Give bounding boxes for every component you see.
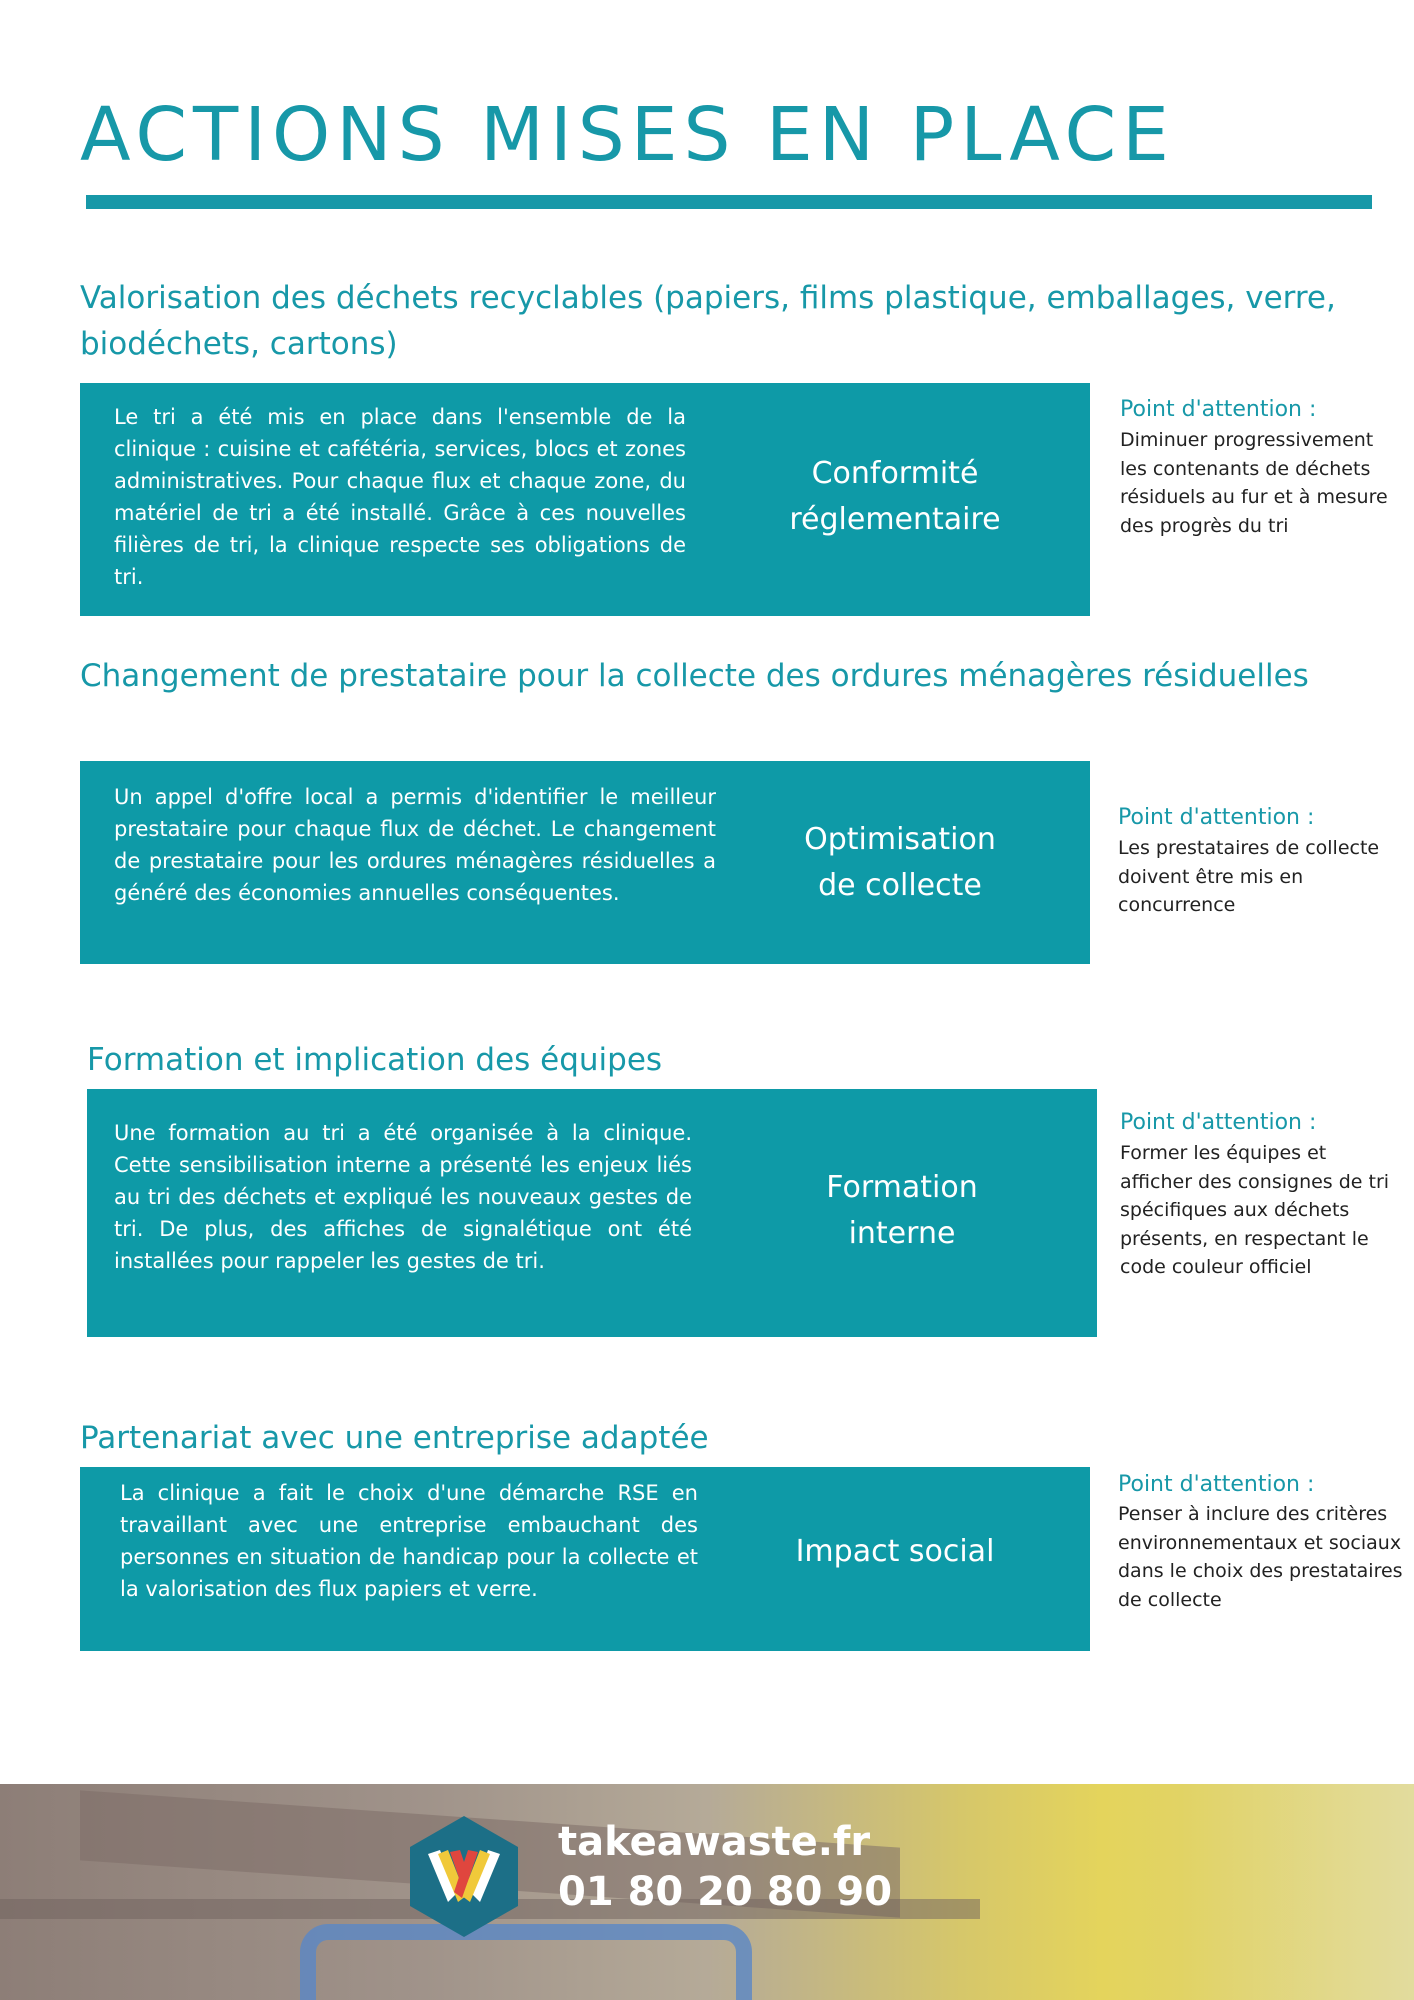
category-line-2: de collecte [818, 868, 982, 903]
attention-text: Former les équipes et afficher des consignes de tri spécifiques aux déchets présents, en respectant le code couleur officiel [1120, 1142, 1390, 1278]
category-line-2: réglementaire [789, 502, 1001, 537]
footer-banner [0, 1784, 1414, 2000]
action-description: Une formation au tri a été organisée à la clinique. Cette sensibilisation interne a présenté les enjeux liés au tri des déchets et expliqué les nouveaux gestes de tri. De plus, des affiches de signalétique ont été installées pour rappeler les gestes de tri. [114, 1121, 692, 1273]
attention-text: Diminuer progressivement les contenants de déchets résiduels au fur et à mesure des progrès du tri [1120, 429, 1388, 537]
action-box-valorisation [80, 383, 1090, 616]
attention-title: Point d'attention : [1118, 805, 1315, 830]
section-title-partenariat: Partenariat avec une entreprise adaptée [80, 1420, 709, 1456]
section-title-valorisation: Valorisation des déchets recyclables (papiers, films plastique, emballages, verre, biodéchets, cartons) [80, 280, 1336, 362]
category-line-1: Conformité [811, 456, 979, 491]
action-category-label [740, 817, 1060, 909]
category-line-1: Impact social [795, 1534, 995, 1569]
action-category-label [720, 451, 1070, 543]
action-box-formation [87, 1089, 1097, 1337]
attention-title: Point d'attention : [1118, 1472, 1315, 1497]
background-bin-handle [300, 1924, 752, 2000]
action-box-prestataire [80, 761, 1090, 964]
background-light [1180, 1784, 1414, 2000]
category-line-2: interne [848, 1216, 956, 1251]
action-category-label [730, 1529, 1060, 1575]
attention-title: Point d'attention : [1120, 1110, 1317, 1135]
action-description: La clinique a fait le choix d'une démarche RSE en travaillant avec une entreprise embauchant des personnes en situation de handicap pour la collecte et la valorisation des flux papiers et verre. [120, 1481, 698, 1601]
footer-phone[interactable]: 01 80 20 80 90 [558, 1869, 893, 1915]
action-category-label [737, 1165, 1067, 1257]
action-box-partenariat [80, 1467, 1090, 1651]
page-title: ACTIONS MISES EN PLACE [80, 92, 1175, 178]
footer-website[interactable]: takeawaste.fr [558, 1819, 871, 1865]
action-description: Un appel d'offre local a permis d'identifier le meilleur prestataire pour chaque flux de déchet. Le changement de prestataire pour les ordures ménagères résiduelles a généré des économies annuelles conséquentes. [114, 785, 716, 905]
takeawaste-logo-icon [408, 1814, 520, 1939]
attention-text: Penser à inclure des critères environnementaux et sociaux dans le choix des prestataires de collecte [1118, 1503, 1403, 1611]
title-underline [86, 195, 1372, 209]
action-description: Le tri a été mis en place dans l'ensemble de la clinique : cuisine et cafétéria, services, blocs et zones administratives. Pour chaque flux et chaque zone, du matériel de tri a été installé. Grâce à ces nouvelles filières de tri, la clinique respecte ses obligations de tri. [114, 405, 686, 589]
section-title-formation: Formation et implication des équipes [87, 1042, 663, 1078]
attention-text: Les prestataires de collecte doivent être mis en concurrence [1118, 837, 1380, 916]
section-title-prestataire: Changement de prestataire pour la collecte des ordures ménagères résiduelles [80, 658, 1309, 694]
category-line-1: Formation [826, 1170, 978, 1205]
attention-title: Point d'attention : [1120, 397, 1317, 422]
category-line-1: Optimisation [804, 822, 996, 857]
